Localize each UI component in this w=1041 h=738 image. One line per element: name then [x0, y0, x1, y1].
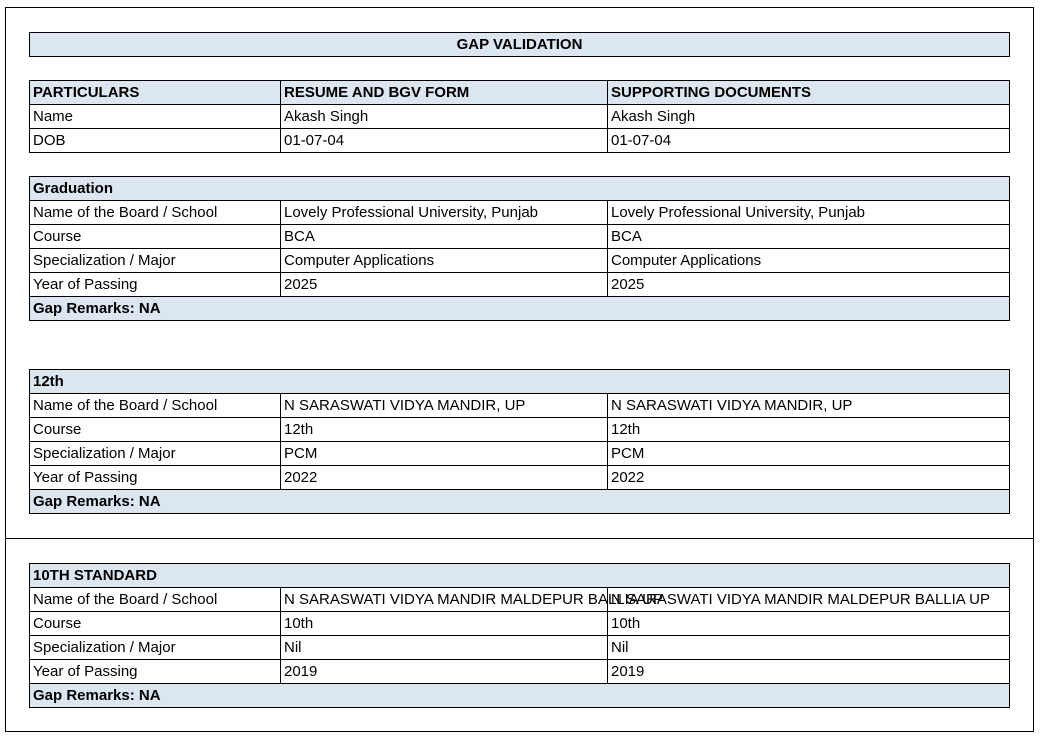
resume-value: 10th [281, 612, 608, 636]
section-heading: Graduation [30, 177, 1010, 201]
resume-value: Nil [281, 636, 608, 660]
row-label: Course [30, 418, 281, 442]
table-row [30, 466, 1010, 490]
document-value: Nil [608, 636, 1010, 660]
resume-value: 2022 [281, 466, 608, 490]
resume-value: N SARASWATI VIDYA MANDIR MALDEPUR BALLIA UP [281, 588, 608, 612]
document-value: 12th [608, 418, 1010, 442]
resume-value: PCM [281, 442, 608, 466]
gap-remarks: Gap Remarks: NA [30, 684, 1010, 708]
document-value: N SARASWATI VIDYA MANDIR MALDEPUR BALLIA UP [608, 588, 1010, 612]
row-label: Name of the Board / School [30, 201, 281, 225]
header-resume: RESUME AND BGV FORM [281, 81, 608, 105]
table-row [30, 249, 1010, 273]
gap-remarks: Gap Remarks: NA [30, 490, 1010, 514]
page-title: GAP VALIDATION [30, 33, 1010, 57]
resume-value: BCA [281, 225, 608, 249]
title-table [29, 32, 1010, 57]
gap-remarks: Gap Remarks: NA [30, 297, 1010, 321]
row-label: Course [30, 612, 281, 636]
row-label: Specialization / Major [30, 442, 281, 466]
table-row [30, 612, 1010, 636]
section-heading: 12th [30, 370, 1010, 394]
resume-value: Lovely Professional University, Punjab [281, 201, 608, 225]
document-value: 01-07-04 [608, 129, 1010, 153]
table-row [30, 201, 1010, 225]
document-value: 2022 [608, 466, 1010, 490]
graduation-table [29, 176, 1010, 321]
document-value: Akash Singh [608, 105, 1010, 129]
row-label: Year of Passing [30, 466, 281, 490]
document-value: 10th [608, 612, 1010, 636]
resume-value: Akash Singh [281, 105, 608, 129]
document-value: PCM [608, 442, 1010, 466]
row-label: DOB [30, 129, 281, 153]
table-row [30, 129, 1010, 153]
resume-value: 2019 [281, 660, 608, 684]
twelfth-table [29, 369, 1010, 514]
resume-value: 2025 [281, 273, 608, 297]
table-row [30, 588, 1010, 612]
table-row [30, 418, 1010, 442]
row-label: Name [30, 105, 281, 129]
document-value: 2019 [608, 660, 1010, 684]
document-value: BCA [608, 225, 1010, 249]
particulars-header-row [30, 81, 1010, 105]
document-value: Computer Applications [608, 249, 1010, 273]
row-label: Name of the Board / School [30, 394, 281, 418]
resume-value: N SARASWATI VIDYA MANDIR, UP [281, 394, 608, 418]
row-label: Name of the Board / School [30, 588, 281, 612]
table-row [30, 636, 1010, 660]
tenth-table [29, 563, 1010, 708]
table-row [30, 273, 1010, 297]
particulars-table [29, 80, 1010, 153]
table-row [30, 660, 1010, 684]
row-label: Specialization / Major [30, 249, 281, 273]
document-value: N SARASWATI VIDYA MANDIR, UP [608, 394, 1010, 418]
table-row [30, 394, 1010, 418]
table-row [30, 442, 1010, 466]
header-particulars: PARTICULARS [30, 81, 281, 105]
document-value: 2025 [608, 273, 1010, 297]
row-label: Year of Passing [30, 660, 281, 684]
row-label: Specialization / Major [30, 636, 281, 660]
resume-value: Computer Applications [281, 249, 608, 273]
document-value: Lovely Professional University, Punjab [608, 201, 1010, 225]
header-supporting: SUPPORTING DOCUMENTS [608, 81, 1010, 105]
resume-value: 12th [281, 418, 608, 442]
section-heading: 10TH STANDARD [30, 564, 1010, 588]
resume-value: 01-07-04 [281, 129, 608, 153]
row-label: Year of Passing [30, 273, 281, 297]
table-row [30, 225, 1010, 249]
table-row [30, 105, 1010, 129]
row-label: Course [30, 225, 281, 249]
